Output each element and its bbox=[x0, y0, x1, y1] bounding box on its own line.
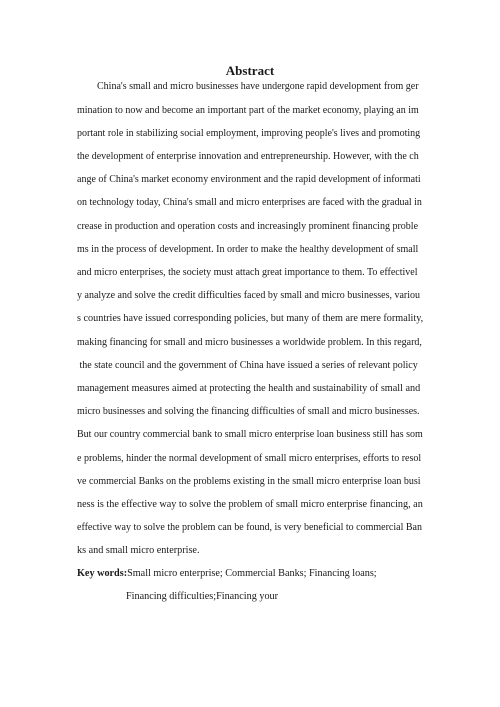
abstract-line: y analyze and solve the credit difficulties faced by small and micro businesses, variou bbox=[77, 290, 421, 301]
abstract-line: making financing for small and micro businesses a worldwide problem. In this regard, bbox=[77, 337, 422, 348]
abstract-line: ms in the process of development. In order to make the healthy development of small bbox=[77, 244, 419, 255]
abstract-line: management measures aimed at protecting the health and sustainability of small and bbox=[77, 383, 421, 394]
abstract-line: China's small and micro businesses have undergone rapid development from ger bbox=[77, 81, 419, 92]
keywords-label: Key words: bbox=[77, 568, 128, 579]
abstract-line: ve commercial Banks on the problems existing in the small micro enterprise loan busi bbox=[77, 476, 421, 487]
abstract-line: mination to now and become an important part of the market economy, playing an im bbox=[77, 105, 419, 116]
keywords-text: Small micro enterprise; Commercial Banks; Financing loans; bbox=[127, 568, 377, 579]
abstract-title: Abstract bbox=[225, 63, 275, 78]
abstract-line: crease in production and operation costs and increasingly prominent financing proble bbox=[77, 221, 419, 232]
abstract-line: and micro enterprises, the society must attach great importance to them. To effectivel bbox=[77, 267, 418, 278]
keywords-line bbox=[77, 567, 377, 581]
abstract-line: on technology today, China's small and micro enterprises are faced with the gradual in bbox=[77, 197, 422, 208]
abstract-line: ks and small micro enterprise. bbox=[77, 545, 200, 556]
abstract-line: s countries have issued corresponding policies, but many of them are mere formality, bbox=[77, 313, 424, 324]
keywords-line-2: Financing difficulties;Financing your bbox=[126, 591, 279, 602]
abstract-line: But our country commercial bank to small micro enterprise loan business still has som bbox=[77, 429, 423, 440]
abstract-line: the development of enterprise innovation and entrepreneurship. However, with the ch bbox=[77, 151, 419, 162]
abstract-line: the state council and the government of China have issued a series of relevant policy bbox=[77, 360, 418, 371]
abstract-line: ange of China's market economy environment and the rapid development of informati bbox=[77, 174, 421, 185]
abstract-line: effective way to solve the problem can be found, is very beneficial to commercial Ban bbox=[77, 522, 422, 533]
abstract-line: e problems, hinder the normal development of small micro enterprises, efforts to resol bbox=[77, 453, 422, 464]
abstract-line: portant role in stabilizing social employment, improving people's lives and promoting bbox=[77, 128, 421, 139]
abstract-line: micro businesses and solving the financing difficulties of small and micro businesses. bbox=[77, 406, 420, 417]
abstract-line: ness is the effective way to solve the problem of small micro enterprise financing, an bbox=[77, 499, 423, 510]
